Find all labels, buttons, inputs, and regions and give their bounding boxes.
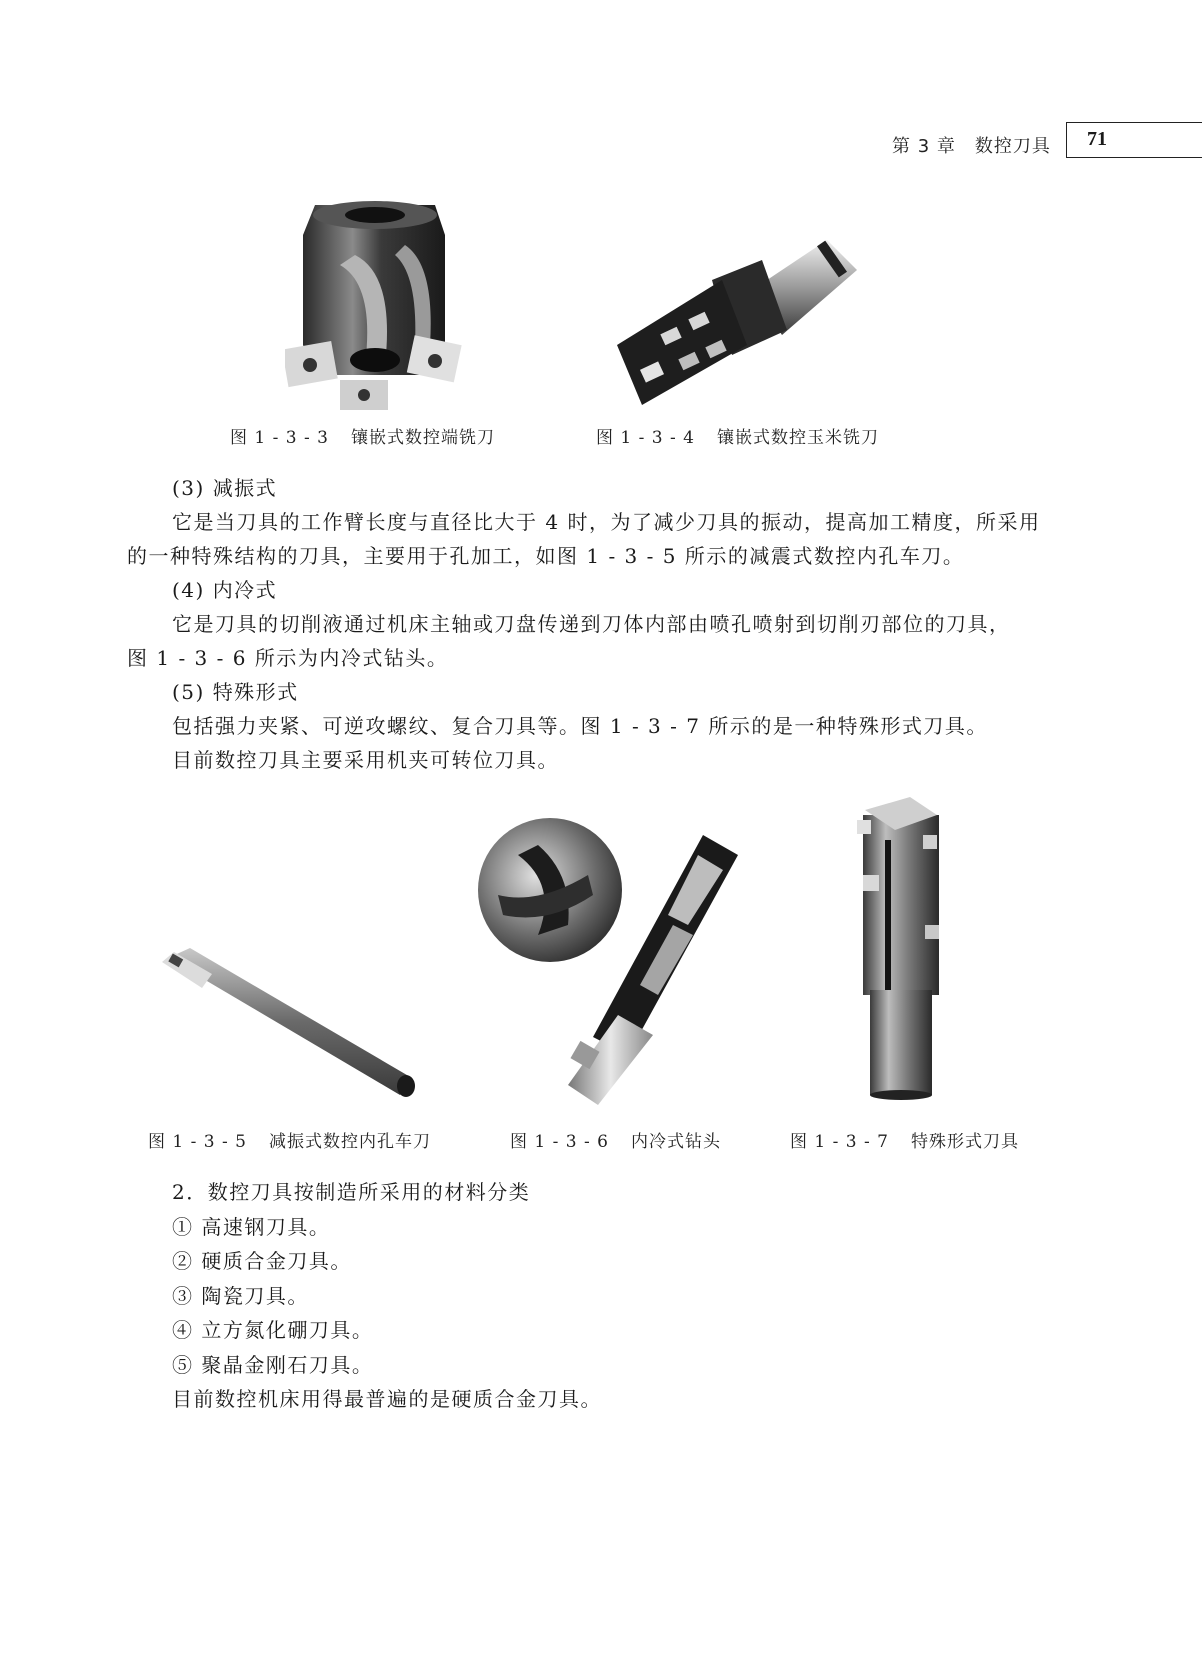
- section-materials: [127, 1175, 1077, 1417]
- figure-caption: [596, 423, 879, 448]
- section-heading: 2．数控刀具按制造所采用的材料分类: [172, 1180, 531, 1204]
- page-number-box: [1066, 122, 1202, 158]
- section-heading: (3) 减振式: [172, 476, 278, 500]
- figure-number: 图 1 - 3 - 5: [148, 1132, 247, 1152]
- paragraph-line: 的一种特殊结构的刀具，主要用于孔加工，如图 1 - 3 - 5 所示的减震式数控内孔车刀。: [127, 544, 965, 568]
- section-heading: (4) 内冷式: [172, 578, 278, 602]
- section-heading: (5) 特殊形式: [172, 680, 299, 704]
- paragraph-line: 它是刀具的切削液通过机床主轴或刀盘传递到刀体内部由喷孔喷射到切削刃部位的刀具，: [172, 612, 1011, 636]
- figure-caption: [790, 1127, 1019, 1152]
- figure-face-mill-image: [285, 195, 465, 420]
- list-item: ④ 立方氮化硼刀具。: [172, 1318, 374, 1342]
- figure-title: 镶嵌式数控端铣刀: [350, 428, 495, 448]
- figure-coolant-drill-image: [478, 815, 748, 1105]
- page-header: [0, 116, 1202, 160]
- paragraph-line: 它是当刀具的工作臂长度与直径比大于 4 时，为了减少刀具的振动，提高加工精度，所采用: [172, 510, 1041, 534]
- figure-caption: [230, 423, 495, 448]
- figure-special-tool-image: [855, 795, 945, 1100]
- paragraph-line: 目前数控机床用得最普遍的是硬质合金刀具。: [172, 1387, 602, 1411]
- chapter-title: 第 3 章 数控刀具: [892, 136, 1051, 157]
- figure-boring-bar-image: [160, 940, 420, 1100]
- figure-corn-mill-image: [612, 235, 862, 405]
- figure-caption: [510, 1127, 721, 1152]
- page-number: 71: [1087, 128, 1107, 150]
- figure-number: 图 1 - 3 - 3: [230, 428, 329, 448]
- figure-caption: [148, 1127, 431, 1152]
- figure-title: 内冷式钻头: [630, 1132, 721, 1152]
- paragraph-line: 包括强力夹紧、可逆攻螺纹、复合刀具等。图 1 - 3 - 7 所示的是一种特殊形式刀具。: [172, 714, 988, 738]
- list-item: ⑤ 聚晶金刚石刀具。: [172, 1352, 374, 1377]
- paragraph-line: 图 1 - 3 - 6 所示为内冷式钻头。: [127, 646, 449, 670]
- list-item: ③ 陶瓷刀具。: [172, 1283, 309, 1308]
- section-damping: [127, 471, 1077, 777]
- figure-title: 镶嵌式数控玉米铣刀: [716, 428, 879, 448]
- figure-title: 减振式数控内孔车刀: [268, 1132, 431, 1152]
- list-item: ② 硬质合金刀具。: [172, 1249, 352, 1273]
- paragraph-line: 目前数控刀具主要采用机夹可转位刀具。: [172, 748, 559, 772]
- figure-number: 图 1 - 3 - 6: [510, 1132, 609, 1152]
- figure-number: 图 1 - 3 - 7: [790, 1132, 889, 1152]
- figure-title: 特殊形式刀具: [910, 1132, 1019, 1152]
- list-item: ① 高速钢刀具。: [172, 1214, 331, 1239]
- figure-number: 图 1 - 3 - 4: [596, 428, 695, 448]
